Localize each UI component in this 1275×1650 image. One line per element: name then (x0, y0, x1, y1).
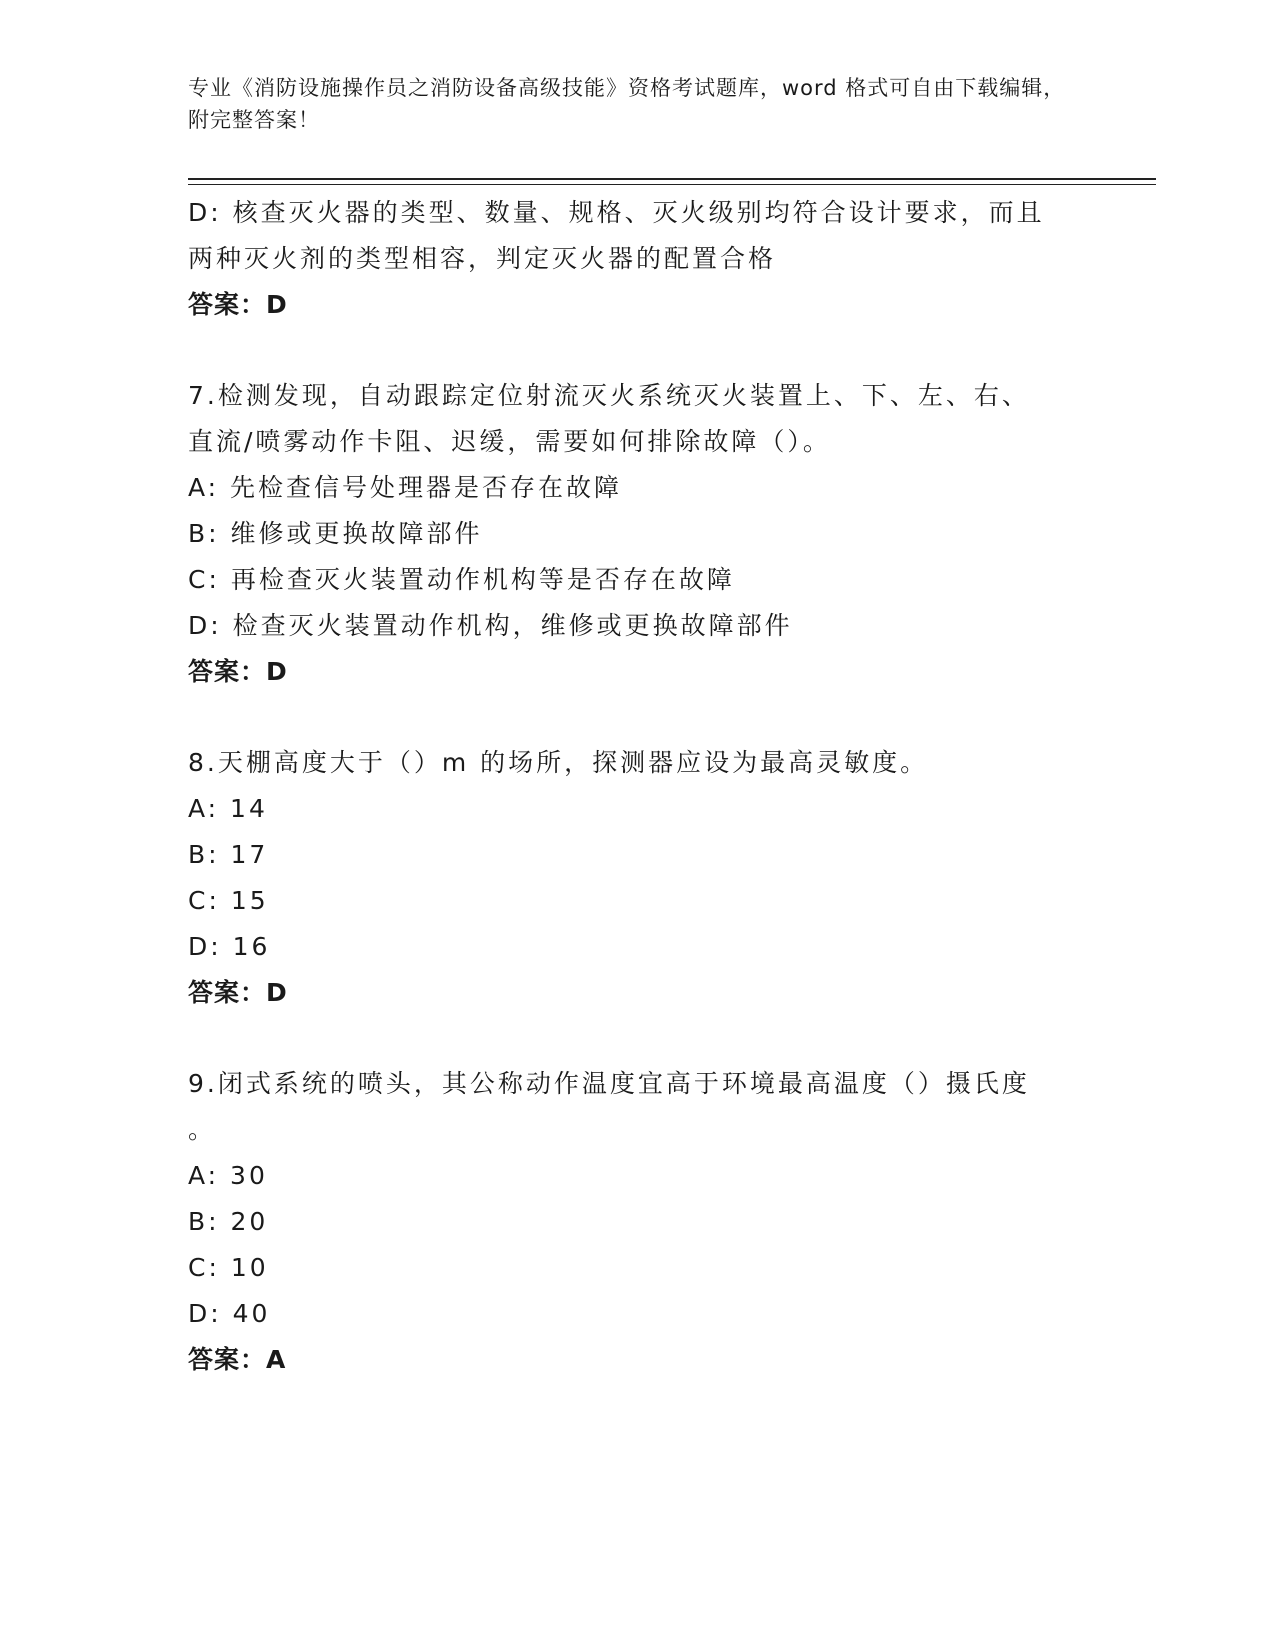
option-b: B: 20 (188, 1207, 269, 1236)
option-c: C: 10 (188, 1253, 269, 1282)
page-header: 专业《消防设施操作员之消防设备高级技能》资格考试题库，word 格式可自由下载编辑，附完整答案！ (188, 76, 1066, 132)
question-8 (188, 740, 1088, 1016)
option-c: C: 再检查灭火装置动作机构等是否存在故障 (188, 565, 735, 594)
answer-label: 答案：D (188, 657, 288, 686)
header-divider (188, 178, 1156, 185)
option-c: C: 15 (188, 886, 269, 915)
option-a: A: 30 (188, 1161, 268, 1190)
answer-label: 答案：D (188, 978, 288, 1007)
question-stem-line-1: 7.检测发现，自动跟踪定位射流灭火系统灭火装置上、下、左、右、 (188, 381, 1030, 410)
answer-label: 答案：D (188, 290, 288, 319)
option-d-line-2: 两种灭火剂的类型相容，判定灭火器的配置合格 (188, 244, 777, 273)
option-d-line-1: D: 核查灭火器的类型、数量、规格、灭火级别均符合设计要求，而且 (188, 198, 1045, 227)
question-content (188, 190, 1088, 1383)
question-9 (188, 1061, 1088, 1383)
option-d: D: 16 (188, 932, 271, 961)
question-7 (188, 373, 1088, 695)
option-b: B: 维修或更换故障部件 (188, 519, 483, 548)
question-stem-line-1: 9.闭式系统的喷头，其公称动作温度宜高于环境最高温度（）摄氏度 (188, 1069, 1030, 1098)
question-stem-line-2: 直流/喷雾动作卡阻、迟缓，需要如何排除故障（）。 (188, 427, 831, 456)
question-stem: 8.天棚高度大于（）m 的场所，探测器应设为最高灵敏度。 (188, 748, 929, 777)
answer-label: 答案：A (188, 1345, 287, 1374)
option-b: B: 17 (188, 840, 269, 869)
option-d: D: 40 (188, 1299, 271, 1328)
option-a: A: 14 (188, 794, 268, 823)
option-d: D: 检查灭火装置动作机构，维修或更换故障部件 (188, 611, 793, 640)
question-stem-line-2: 。 (188, 1115, 217, 1144)
option-a: A: 先检查信号处理器是否存在故障 (188, 473, 623, 502)
previous-question (188, 190, 1088, 328)
